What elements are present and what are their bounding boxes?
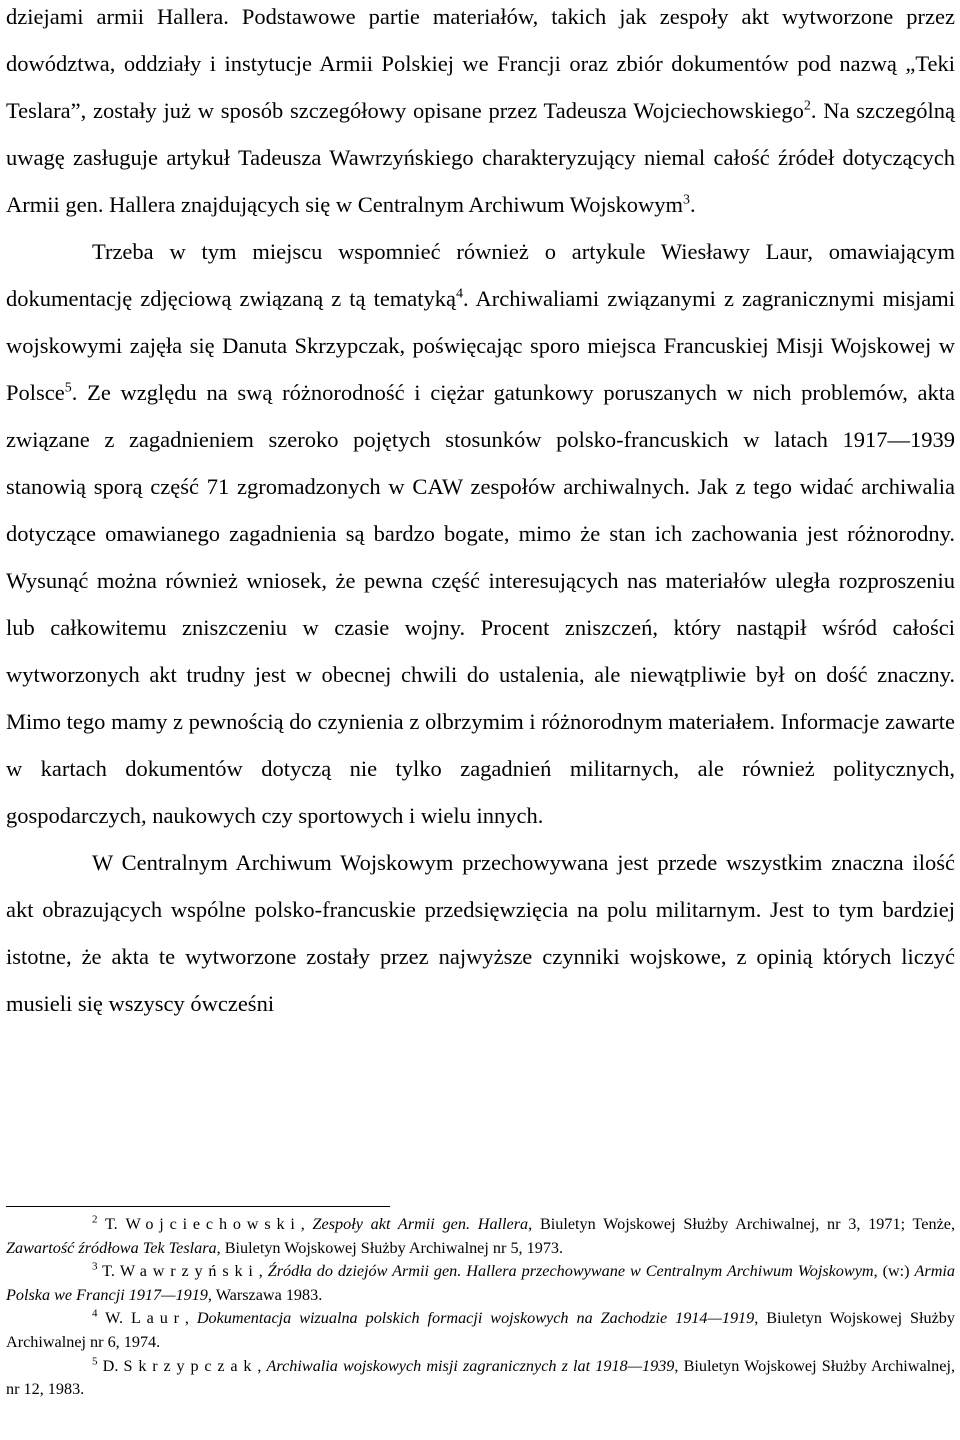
footnote-number: 2 (92, 1213, 98, 1226)
paragraph-1 (6, 0, 955, 228)
paragraph-3: W Centralnym Archiwum Wojskowym przechowywana jest przede wszystkim znaczna ilość akt obrazujących wspólne polsko-francuskie przedsięwzięcia na polu militarnym. Jest to tym bardziej istotne, że akta te wytworzone zostały przez najwyższe czynniki wojskowe, z opinią których liczyć musieli się wszyscy ówcześni (6, 850, 955, 1016)
footnote-author-initial: D. (102, 1356, 124, 1375)
footnote-title: Zawartość źródłowa Tek Teslara (6, 1238, 217, 1257)
footnote-author-surname: Laur (130, 1309, 185, 1328)
footnote-title: Zespoły akt Armii gen. Hallera (312, 1215, 529, 1233)
body-text (6, 0, 955, 1027)
footnote-text: , (300, 1215, 313, 1233)
footnote-author-initial: T. (102, 1262, 120, 1281)
footnote-5 (6, 1355, 955, 1402)
footnote-separator (6, 1206, 390, 1207)
footnote-ref-3[interactable]: 3 (683, 192, 690, 208)
paragraph-1-text-c: . (690, 192, 696, 217)
footnotes (6, 1213, 955, 1402)
footnote-ref-4[interactable]: 4 (456, 286, 464, 302)
footnote-title: Źródła do dziejów Armii gen. Hallera przechowywane w Centralnym Archiwum Wojskowym (267, 1262, 874, 1281)
footnote-number: 5 (92, 1355, 98, 1368)
footnote-author-surname: Wawrzyński (119, 1262, 259, 1281)
footnote-author-initial: W. (105, 1309, 131, 1328)
footnote-text: , (184, 1309, 197, 1328)
footnote-number: 3 (92, 1260, 98, 1273)
paragraph-2-text-a: Trzeba w tym miejscu wspomnieć również o artykule Wiesławy Laur, omawiającym dokumentację zdjęciową związaną z tą tematyką (6, 239, 955, 311)
footnote-title: Archiwalia wojskowych misji zagranicznych z lat 1918—1939 (266, 1356, 675, 1375)
paragraph-2-text-b: . Archiwaliami związanymi z zagranicznymi misjami wojskowymi zajęła się Danuta Skrzypczak, poświęcając sporo miejsca Francuskiej Misji Wojskowej w Polsce (6, 286, 955, 405)
footnote-ref-2[interactable]: 2 (803, 98, 811, 114)
paragraph-2-text-c: . Ze względu na swą różnorodność i ciężar gatunkowy poruszanych w nich problemów, akta związane z zagadnieniem szeroko pojętych stosunków polsko-francuskich w latach 1917—1939 stanowią sporą część 71 zgromadzonych w CAW zespołów archiwalnych. Jak z tego widać archiwalia dotyczące omawianego zagadnienia są bardzo bogate, mimo że stan ich zachowania jest różnorodny. Wysunąć można również wniosek, że pewna część interesujących nas materiałów uległa rozproszeniu lub całkowitemu zniszczeniu w czasie wojny. Procent zniszczeń, który nastąpił wśród całości wytworzonych akt trudny jest w obecnej chwili do ustalenia, ale niewątpliwie był on dość znaczny. Mimo tego mamy z pewnością do czynienia z olbrzymim i różnorodnym materiałem. Informacje zawarte w kartach dokumentów dotyczą nie tylko zagadnień militarnych, ale również politycznych, gospodarczych, naukowych czy sportowych i wielu innych. (6, 380, 955, 828)
footnote-4 (6, 1307, 955, 1354)
footnote-number: 4 (92, 1307, 98, 1320)
footnote-text: , Warszawa 1983. (207, 1285, 323, 1304)
footnote-text: , Biuletyn Wojskowej Służby Archiwalnej nr 5, 1973. (216, 1238, 564, 1257)
footnote-text: , Biuletyn Wojskowej Służby Archiwalnej, nr 3, 1971; Tenże, (528, 1215, 956, 1233)
footnote-author-surname: Wojciechowski (125, 1215, 301, 1233)
footnote-title: Dokumentacja wizualna polskich formacji wojskowych na Zachodzie 1914—1919 (196, 1309, 755, 1328)
footnote-author-surname: Skrzypczak (123, 1356, 258, 1375)
paragraph-2 (6, 228, 955, 839)
paragraph-1-text-b: . Na szczególną uwagę zasługuje artykuł Tadeusza Wawrzyńskiego charakteryzujący niemal całość źródeł dotyczących Armii gen. Hallera znajdujących się w Centralnym Archiwum Wojskowym (6, 98, 955, 217)
footnote-text: , (257, 1356, 267, 1375)
footnote-text: , (258, 1262, 268, 1281)
footnote-author-initial: T. (104, 1215, 126, 1233)
footnote-ref-5[interactable]: 5 (64, 380, 72, 396)
footnote-3 (6, 1260, 955, 1307)
footnote-text: , Biuletyn Wojskowej Służby Archiwalnej, nr 12, 1983. (6, 1356, 955, 1399)
footnote-text: , Biuletyn Wojskowej Służby Archiwalnej nr 6, 1974. (6, 1309, 955, 1351)
footnote-title: Armia Polska we Francji 1917—1919 (6, 1262, 955, 1304)
paragraph-1-text-a: dziejami armii Hallera. Podstawowe partie materiałów, takich jak zespoły akt wytworzone przez dowództwa, oddziały i instytucje Armii Polskiej we Francji oraz zbiór dokumentów pod nazwą „Teki Teslara”, zostały już w sposób szczegółowy opisane przez Tadeusza Wojciechowskiego (6, 4, 955, 123)
footnote-2 (6, 1213, 955, 1260)
footnote-text: , (w:) (873, 1262, 915, 1281)
